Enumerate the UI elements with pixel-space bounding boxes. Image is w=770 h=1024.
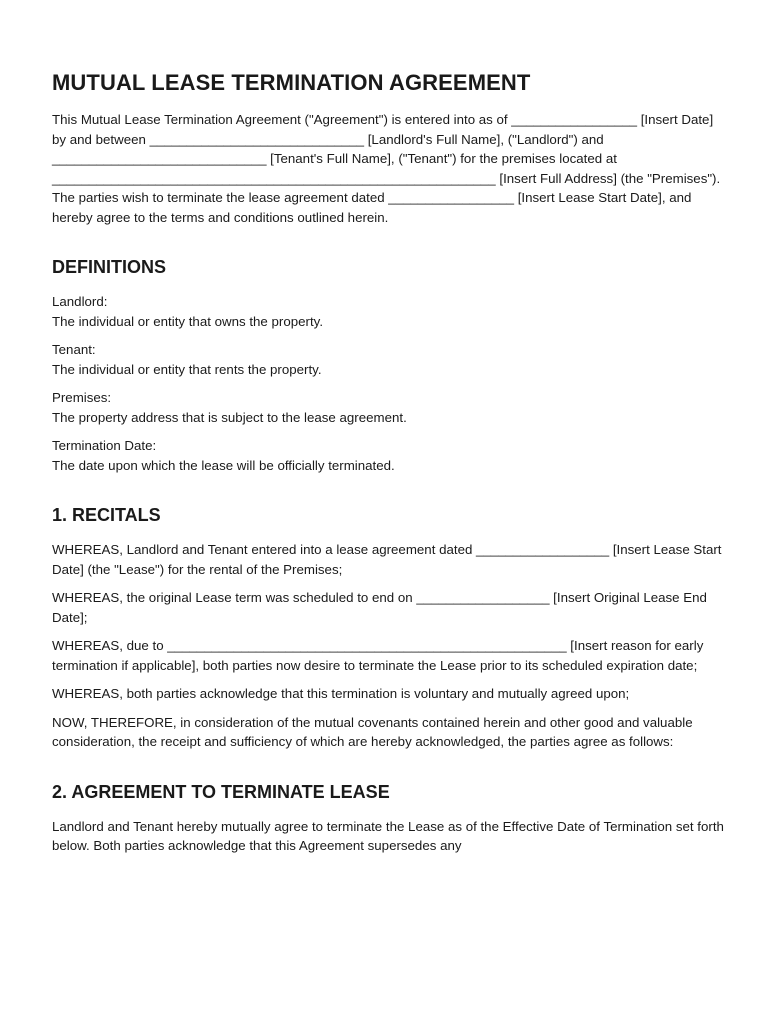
document-title: MUTUAL LEASE TERMINATION AGREEMENT — [52, 70, 531, 95]
definition-desc: The date upon which the lease will be officially terminated. — [52, 457, 395, 473]
recital-paragraph: WHEREAS, the original Lease term was scheduled to end on __________________ [Insert Original Lease End Date]; — [52, 590, 707, 625]
definition-term: Tenant: — [52, 342, 96, 357]
recital-paragraph: WHEREAS, due to ______________________________________________________ [Insert reason for early termination if applicable], both parties now desire to terminate the Lease prior to its scheduled expiration date; — [52, 638, 704, 673]
definitions-heading: DEFINITIONS — [52, 257, 167, 277]
recitals-heading: 1. RECITALS — [52, 505, 161, 525]
definition-landlord — [52, 292, 730, 331]
recital-paragraph: NOW, THEREFORE, in consideration of the mutual covenants contained herein and other good and valuable consideration, the receipt and sufficiency of which are hereby acknowledged, the parties agree as follows: — [52, 714, 693, 749]
agreement-paragraph: Landlord and Tenant hereby mutually agree to terminate the Lease as of the Effective Date of Termination set forth below. Both parties acknowledge that this Agreement supersedes any — [52, 818, 724, 853]
definition-term: Termination Date: — [52, 438, 157, 453]
definition-desc: The individual or entity that rents the property. — [52, 361, 322, 377]
definition-termination-date — [52, 436, 730, 475]
definition-term: Landlord: — [52, 294, 108, 309]
recital-paragraph: WHEREAS, Landlord and Tenant entered into a lease agreement dated __________________ [Insert Lease Start Date] (the "Lease") for the rental of the Premises; — [52, 542, 722, 577]
definition-desc: The property address that is subject to the lease agreement. — [52, 409, 407, 425]
intro-paragraph: This Mutual Lease Termination Agreement ("Agreement") is entered into as of _________________ [Insert Date] by and between _____________________________ [Landlord's Full Name], ("Landlord") and _____________________________ [Tenant's Full Name], ("Tenant") for the premises located at ____________________________________________________________ [Insert Full Address] (the "Premises"). The parties wish to terminate the lease agreement dated _________________ [Insert Lease Start Date], and hereby agree to the terms and conditions outlined herein. — [52, 112, 721, 225]
definition-tenant — [52, 340, 730, 379]
definition-premises — [52, 388, 730, 427]
agreement-heading: 2. AGREEMENT TO TERMINATE LEASE — [52, 781, 390, 802]
definition-term: Premises: — [52, 390, 112, 405]
recital-paragraph: WHEREAS, both parties acknowledge that this termination is voluntary and mutually agreed upon; — [52, 686, 630, 701]
definition-desc: The individual or entity that owns the property. — [52, 313, 324, 329]
